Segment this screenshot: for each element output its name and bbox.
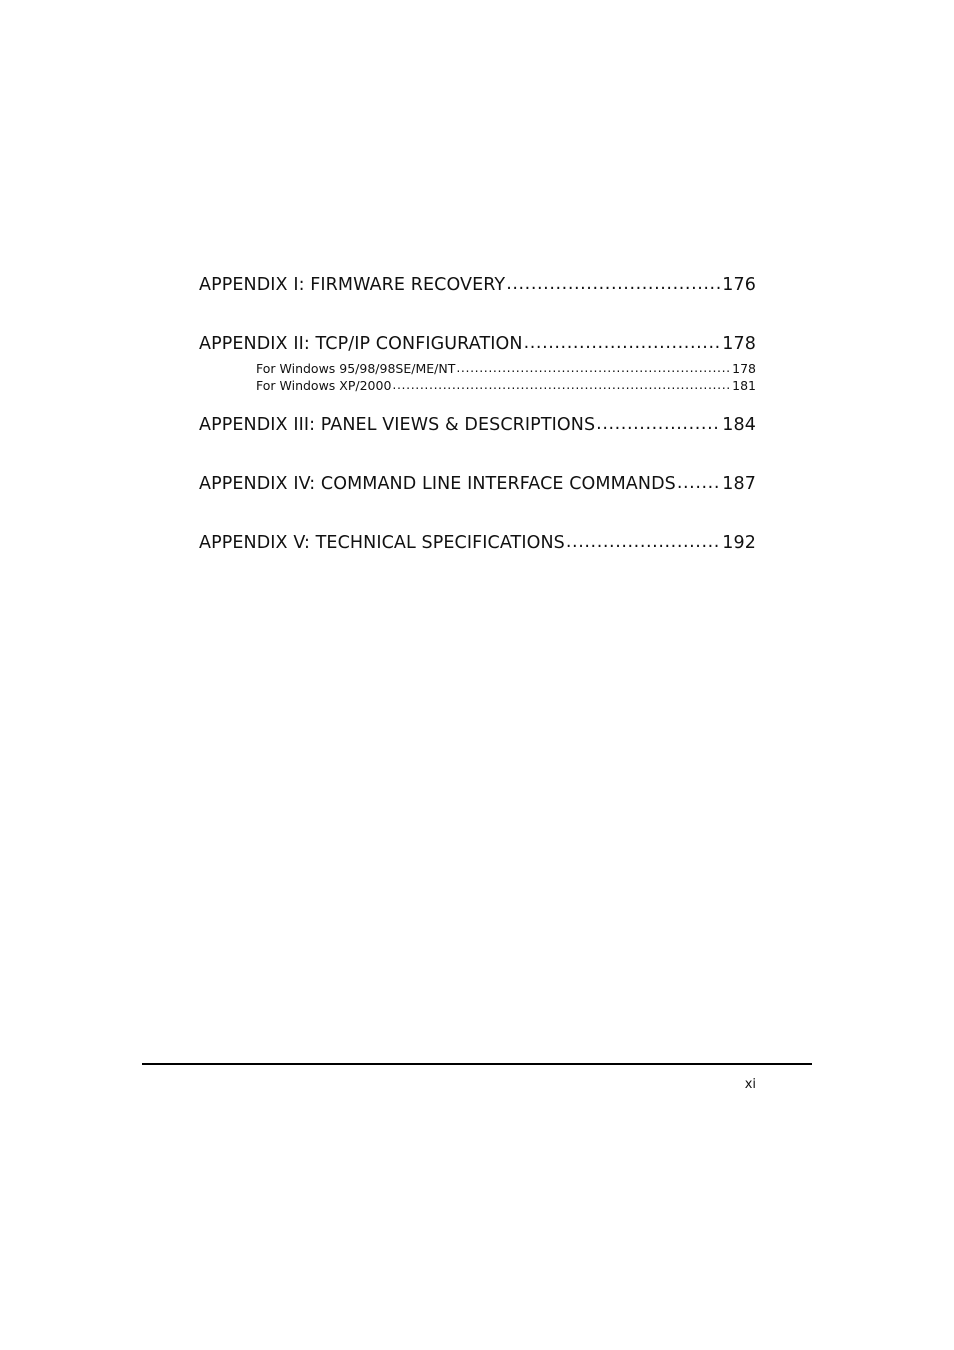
toc-entry-page: 184 [722,415,756,435]
footer-divider [142,1063,812,1065]
dot-leader [524,330,722,356]
toc-entry-title: APPENDIX II: TCP/IP CONFIGURATION [199,334,523,354]
toc-subentry-page: 178 [732,361,756,376]
toc-subentry-title: For Windows XP/2000 [256,378,392,393]
table-of-contents [199,272,756,556]
toc-subentry-windows-95[interactable] [256,360,756,377]
toc-entry-appendix-iv[interactable] [199,471,756,497]
dot-leader [392,376,731,393]
page-number: xi [744,1077,756,1092]
dot-leader [566,529,721,555]
toc-entry-page: 187 [722,474,756,494]
dot-leader [456,359,731,376]
toc-entry-appendix-i[interactable] [199,272,756,298]
toc-entry-page: 192 [722,533,756,553]
toc-entry-title: APPENDIX III: PANEL VIEWS & DESCRIPTIONS [199,415,596,435]
toc-entry-title: APPENDIX IV: COMMAND LINE INTERFACE COMMANDS [199,474,676,494]
dot-leader [596,411,721,437]
toc-entry-page: 178 [722,334,756,354]
toc-entry-appendix-v[interactable] [199,530,756,556]
toc-entry-title: APPENDIX I: FIRMWARE RECOVERY [199,275,506,295]
toc-subentry-page: 181 [732,378,756,393]
toc-subentry-title: For Windows 95/98/98SE/ME/NT [256,361,456,376]
dot-leader [506,271,721,297]
toc-subentries-appendix-ii [199,360,756,394]
toc-entry-page: 176 [722,275,756,295]
toc-entry-appendix-ii[interactable] [199,331,756,357]
toc-entry-title: APPENDIX V: TECHNICAL SPECIFICATIONS [199,533,565,553]
toc-entry-appendix-iii[interactable] [199,412,756,438]
toc-subentry-windows-xp[interactable] [256,377,756,394]
dot-leader [677,470,721,496]
